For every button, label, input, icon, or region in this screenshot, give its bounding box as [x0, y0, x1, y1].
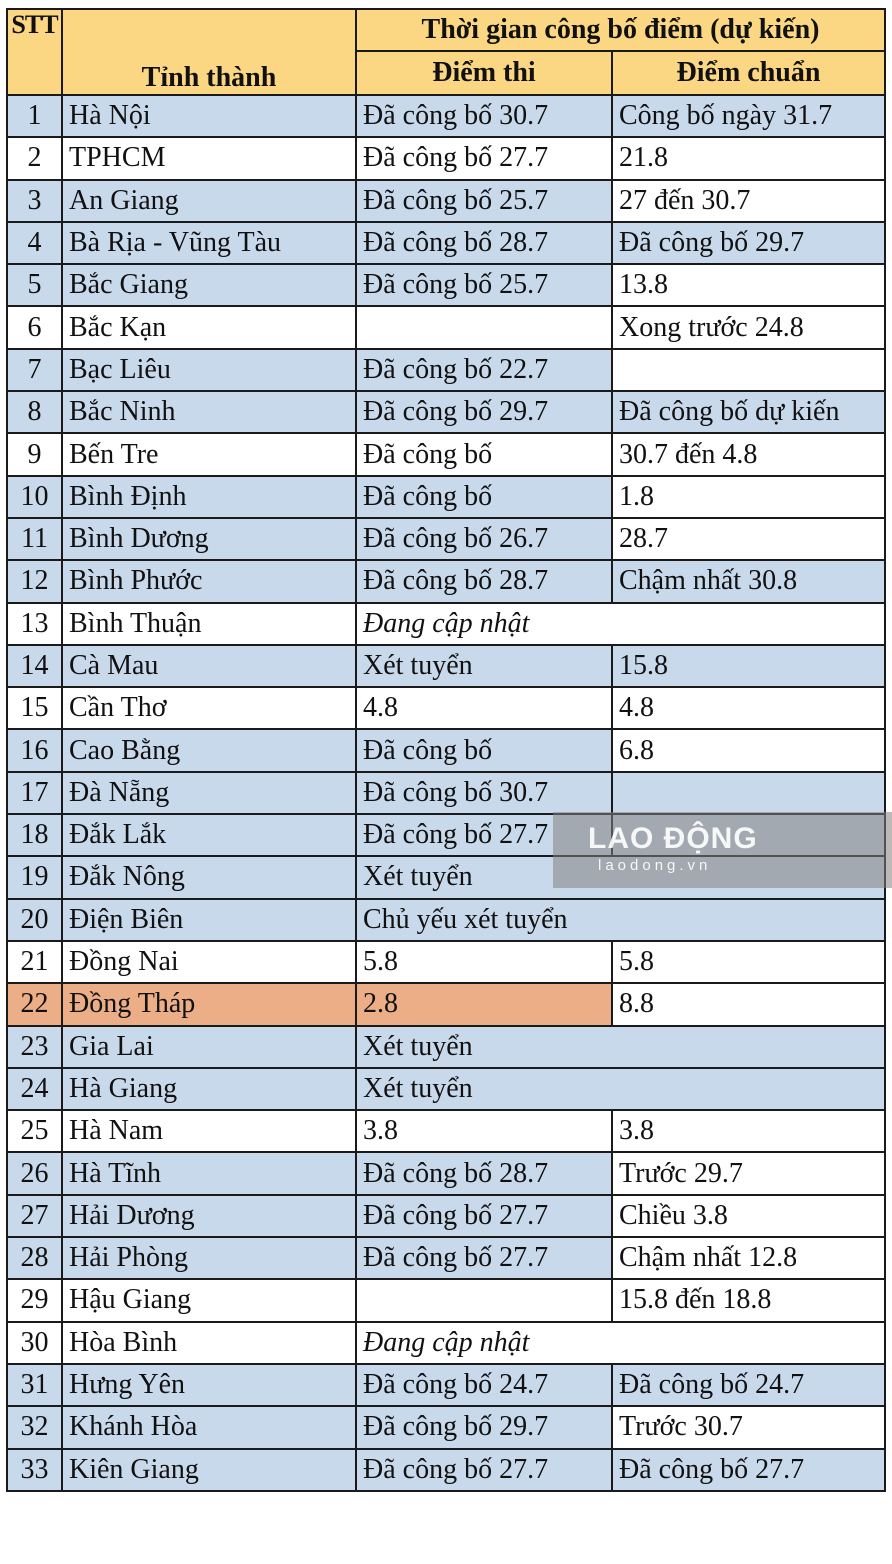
merged-status-cell: Xét tuyển: [356, 1068, 885, 1110]
benchmark-cell: Trước 29.7: [612, 1152, 885, 1194]
table-row: [7, 137, 885, 179]
benchmark-cell: 4.8: [612, 687, 885, 729]
stt-cell: 12: [7, 560, 62, 602]
stt-cell: 27: [7, 1195, 62, 1237]
exam-score-cell: Đã công bố 25.7: [356, 264, 612, 306]
table-row: [7, 1406, 885, 1448]
stt-cell: 26: [7, 1152, 62, 1194]
exam-score-cell: Đã công bố 27.7: [356, 1237, 612, 1279]
province-cell: Bắc Giang: [62, 264, 356, 306]
province-cell: An Giang: [62, 180, 356, 222]
benchmark-cell: Đã công bố 27.7: [612, 1449, 885, 1491]
exam-score-cell: Đã công bố 27.7: [356, 1195, 612, 1237]
benchmark-cell: [612, 772, 885, 814]
exam-score-cell: 4.8: [356, 687, 612, 729]
benchmark-cell: Xong trước 24.8: [612, 306, 885, 348]
exam-score-cell: Đã công bố 27.7: [356, 814, 612, 856]
province-cell: Khánh Hòa: [62, 1406, 356, 1448]
table-row: [7, 222, 885, 264]
benchmark-cell: Chậm nhất 30.8: [612, 560, 885, 602]
table-row: [7, 1068, 885, 1110]
merged-status-cell: Đang cập nhật: [356, 1322, 885, 1364]
table-row: [7, 1237, 885, 1279]
exam-score-cell: Đã công bố: [356, 729, 612, 771]
table-row: [7, 1449, 885, 1491]
benchmark-cell: 15.8: [612, 645, 885, 687]
benchmark-cell: 3.8: [612, 1110, 885, 1152]
exam-score-cell: 3.8: [356, 1110, 612, 1152]
table-row: [7, 180, 885, 222]
benchmark-cell: 8.8: [612, 983, 885, 1025]
province-cell: Đà Nẵng: [62, 772, 356, 814]
benchmark-cell: Đã công bố 29.7: [612, 222, 885, 264]
exam-score-cell: [356, 1279, 612, 1321]
stt-cell: 14: [7, 645, 62, 687]
table-row: [7, 603, 885, 645]
stt-cell: 24: [7, 1068, 62, 1110]
benchmark-cell: 5.8: [612, 941, 885, 983]
benchmark-cell: Đã công bố 24.7: [612, 1364, 885, 1406]
province-cell: Bình Dương: [62, 518, 356, 560]
table-row: [7, 476, 885, 518]
province-cell: Bà Rịa - Vũng Tàu: [62, 222, 356, 264]
benchmark-cell: 21.8: [612, 137, 885, 179]
province-cell: Hà Nội: [62, 95, 356, 137]
benchmark-cell: Trước 30.7: [612, 1406, 885, 1448]
exam-score-cell: Đã công bố 25.7: [356, 180, 612, 222]
stt-cell: 21: [7, 941, 62, 983]
stt-cell: 15: [7, 687, 62, 729]
exam-score-cell: [356, 306, 612, 348]
benchmark-cell: 6.8: [612, 729, 885, 771]
stt-cell: 1: [7, 95, 62, 137]
table-row: [7, 1364, 885, 1406]
exam-score-cell: Đã công bố 28.7: [356, 560, 612, 602]
table-body: [7, 95, 885, 1491]
benchmark-cell: Công bố ngày 31.7: [612, 95, 885, 137]
table-row: [7, 941, 885, 983]
benchmark-cell: Chiều 3.8: [612, 1195, 885, 1237]
province-cell: Kiên Giang: [62, 1449, 356, 1491]
table-row: [7, 899, 885, 941]
province-cell: Bắc Ninh: [62, 391, 356, 433]
province-cell: Hà Giang: [62, 1068, 356, 1110]
table-row: [7, 433, 885, 475]
score-table: [6, 8, 886, 1492]
province-header: Tỉnh thành: [62, 9, 356, 95]
table-row: [7, 729, 885, 771]
stt-cell: 18: [7, 814, 62, 856]
province-cell: Hà Nam: [62, 1110, 356, 1152]
province-cell: Đồng Tháp: [62, 983, 356, 1025]
announcement-time-header: Thời gian công bố điểm (dự kiến): [356, 9, 885, 51]
province-cell: Hậu Giang: [62, 1279, 356, 1321]
province-cell: Đồng Nai: [62, 941, 356, 983]
stt-cell: 20: [7, 899, 62, 941]
exam-score-cell: Đã công bố 30.7: [356, 772, 612, 814]
laodong-logo: LAO ĐỘNG: [588, 822, 758, 855]
exam-score-cell: Đã công bố 24.7: [356, 1364, 612, 1406]
merged-status-cell: Xét tuyển: [356, 1026, 885, 1068]
stt-cell: 28: [7, 1237, 62, 1279]
table-row: [7, 1279, 885, 1321]
stt-cell: 5: [7, 264, 62, 306]
watermark-url: laodong.vn: [598, 857, 712, 874]
exam-score-cell: Đã công bố 28.7: [356, 222, 612, 264]
exam-score-cell: Xét tuyển: [356, 645, 612, 687]
table-row: [7, 1110, 885, 1152]
exam-score-cell: Đã công bố 22.7: [356, 349, 612, 391]
stt-cell: 4: [7, 222, 62, 264]
stt-cell: 16: [7, 729, 62, 771]
exam-score-cell: Đã công bố 27.7: [356, 137, 612, 179]
stt-cell: 8: [7, 391, 62, 433]
province-cell: Bình Phước: [62, 560, 356, 602]
province-cell: Hải Phòng: [62, 1237, 356, 1279]
table-row: [7, 772, 885, 814]
stt-header: STT: [7, 9, 62, 95]
province-cell: Bắc Kạn: [62, 306, 356, 348]
benchmark-cell: Chậm nhất 12.8: [612, 1237, 885, 1279]
benchmark-header: Điểm chuẩn: [612, 51, 885, 95]
exam-score-cell: 5.8: [356, 941, 612, 983]
stt-cell: 6: [7, 306, 62, 348]
stt-cell: 19: [7, 856, 62, 898]
table-row: [7, 349, 885, 391]
benchmark-cell: 30.7 đến 4.8: [612, 433, 885, 475]
table-row: [7, 1195, 885, 1237]
benchmark-cell: 28.7: [612, 518, 885, 560]
merged-status-cell: Chủ yếu xét tuyển: [356, 899, 885, 941]
table-row: [7, 518, 885, 560]
table-row: [7, 1152, 885, 1194]
exam-score-cell: Đã công bố: [356, 433, 612, 475]
province-cell: Bình Định: [62, 476, 356, 518]
stt-cell: 3: [7, 180, 62, 222]
province-cell: Bình Thuận: [62, 603, 356, 645]
stt-cell: 30: [7, 1322, 62, 1364]
exam-score-cell: Đã công bố 26.7: [356, 518, 612, 560]
exam-score-cell: Đã công bố: [356, 476, 612, 518]
stt-cell: 22: [7, 983, 62, 1025]
table-row: [7, 391, 885, 433]
exam-score-cell: 2.8: [356, 983, 612, 1025]
province-cell: Hòa Bình: [62, 1322, 356, 1364]
stt-cell: 2: [7, 137, 62, 179]
province-cell: Cà Mau: [62, 645, 356, 687]
province-cell: Bến Tre: [62, 433, 356, 475]
table-row: [7, 645, 885, 687]
stt-cell: 9: [7, 433, 62, 475]
province-cell: Hà Tĩnh: [62, 1152, 356, 1194]
stt-cell: 29: [7, 1279, 62, 1321]
exam-score-cell: Đã công bố 29.7: [356, 1406, 612, 1448]
table-row: [7, 1026, 885, 1068]
exam-score-cell: Đã công bố 28.7: [356, 1152, 612, 1194]
stt-cell: 11: [7, 518, 62, 560]
stt-cell: 7: [7, 349, 62, 391]
benchmark-cell: 27 đến 30.7: [612, 180, 885, 222]
stt-cell: 10: [7, 476, 62, 518]
exam-score-cell: Đã công bố 29.7: [356, 391, 612, 433]
province-cell: Hưng Yên: [62, 1364, 356, 1406]
benchmark-cell: 1.8: [612, 476, 885, 518]
province-cell: Cao Bằng: [62, 729, 356, 771]
merged-status-cell: Xét tuyển: [356, 856, 885, 898]
stt-cell: 25: [7, 1110, 62, 1152]
stt-cell: 23: [7, 1026, 62, 1068]
table-row: [7, 687, 885, 729]
benchmark-cell: Đã công bố dự kiến: [612, 391, 885, 433]
table-header: [7, 9, 885, 95]
province-cell: Cần Thơ: [62, 687, 356, 729]
stt-cell: 17: [7, 772, 62, 814]
benchmark-cell: 15.8 đến 18.8: [612, 1279, 885, 1321]
stt-cell: 13: [7, 603, 62, 645]
province-cell: Đắk Nông: [62, 856, 356, 898]
exam-score-cell: Đã công bố 30.7: [356, 95, 612, 137]
table-row: [7, 264, 885, 306]
table-row: [7, 1322, 885, 1364]
table-row: [7, 560, 885, 602]
province-cell: Gia Lai: [62, 1026, 356, 1068]
stt-cell: 33: [7, 1449, 62, 1491]
table-row: [7, 95, 885, 137]
benchmark-cell: [612, 349, 885, 391]
exam-score-cell: Đã công bố 27.7: [356, 1449, 612, 1491]
benchmark-cell: 13.8: [612, 264, 885, 306]
province-cell: Điện Biên: [62, 899, 356, 941]
exam-score-header: Điểm thi: [356, 51, 612, 95]
province-cell: Bạc Liêu: [62, 349, 356, 391]
table-row-highlighted: [7, 983, 885, 1025]
stt-cell: 31: [7, 1364, 62, 1406]
merged-status-cell: Đang cập nhật: [356, 603, 885, 645]
province-cell: TPHCM: [62, 137, 356, 179]
stt-cell: 32: [7, 1406, 62, 1448]
province-cell: Đắk Lắk: [62, 814, 356, 856]
table-row: [7, 306, 885, 348]
province-cell: Hải Dương: [62, 1195, 356, 1237]
